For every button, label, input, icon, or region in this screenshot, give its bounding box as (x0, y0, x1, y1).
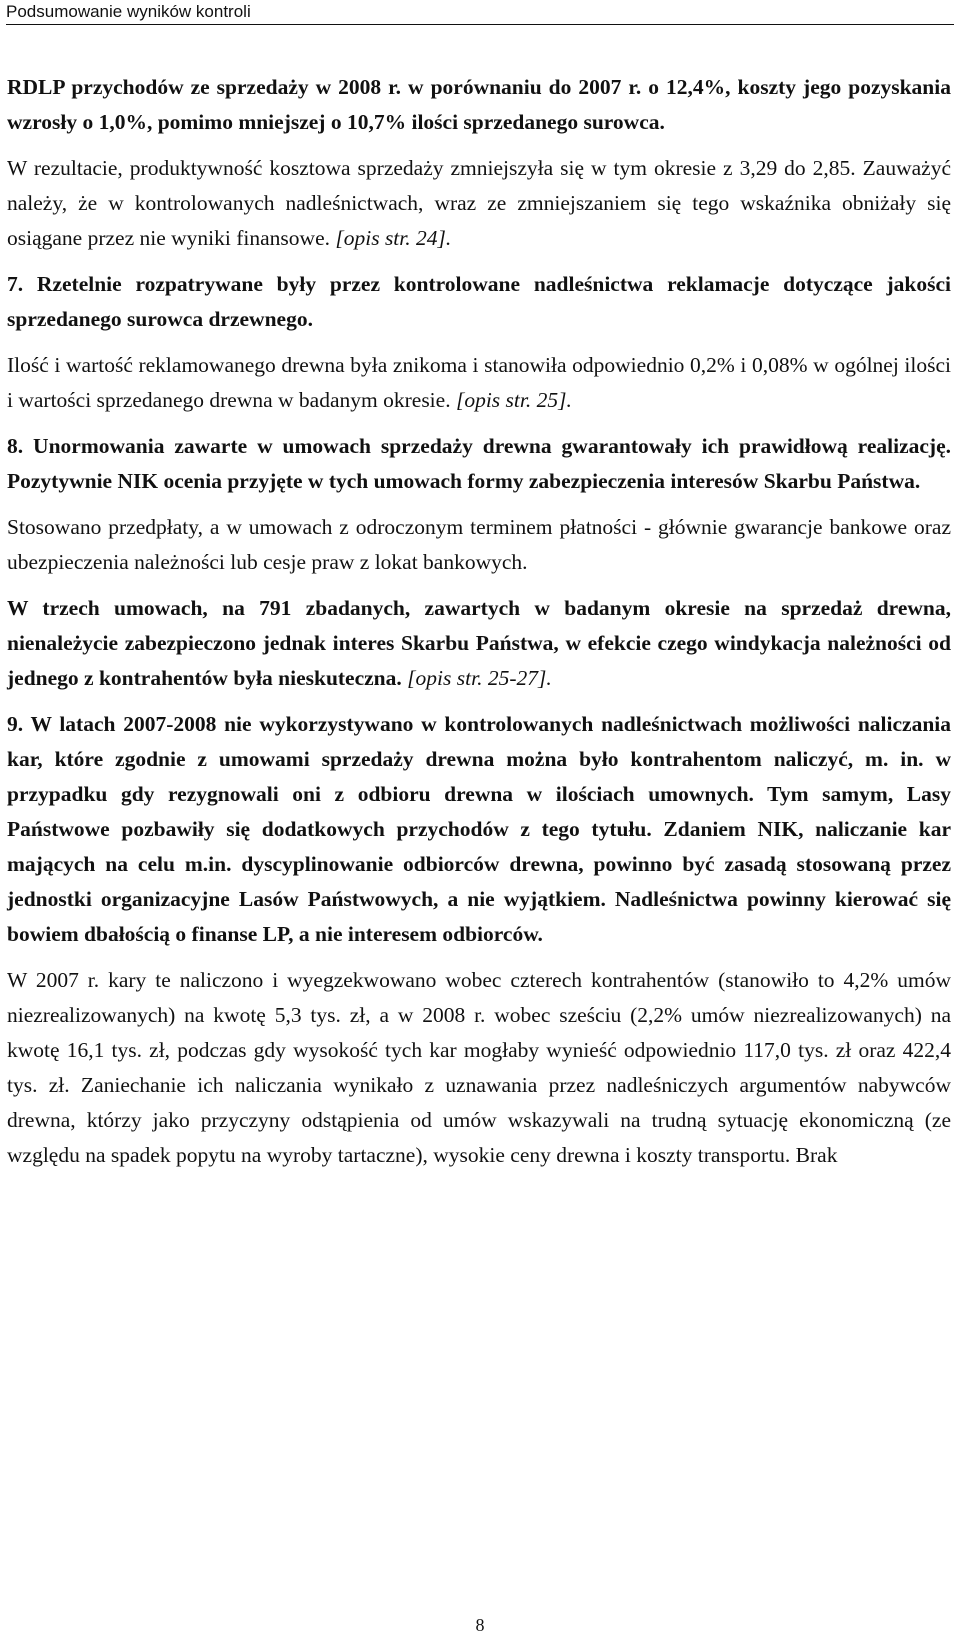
paragraph-text: W rezultacie, produktywność kosztowa sprzedaży zmniejszyła się w tym okresie z 3,29 do 2,85. Zauważyć należy, że w kontrolowanych nadleśnictwach, wraz ze zmniejszaniem się tego wskaźnika obniżały się osiągane przez nie wyniki finansowe. (7, 156, 951, 250)
reference-note: [opis str. 25]. (455, 388, 572, 412)
paragraph-complaints (7, 348, 951, 418)
paragraph-prepayments: Stosowano przedpłaty, a w umowach z odroczonym terminem płatności - głównie gwarancje bankowe oraz ubezpieczenia należności lub cesje praw z lokat bankowych. (7, 515, 951, 574)
page-number: 8 (475, 1615, 485, 1635)
paragraph-text: Ilość i wartość reklamowanego drewna była znikoma i stanowiła odpowiednio 0,2% i 0,08% w ogólnej ilości i wartości sprzedanego drewna w badanym okresie. (7, 353, 951, 412)
paragraph-penalties: W 2007 r. kary te naliczono i wyegzekwowano wobec czterech kontrahentów (stanowiło to 4,2% umów niezrealizowanych) na kwotę 5,3 tys. zł, a w 2008 r. wobec sześciu (2,2% umów niezrealizowanych) na kwotę 16,1 tys. zł, podczas gdy wysokość tych kar mogłaby wynieść odpowiednio 117,0 tys. zł oraz 422,4 tys. zł. Zaniechanie ich naliczania wynikało z uznawania przez nadleśniczych argumentów nabywców drewna, którzy jako przyczyny odstąpienia od umów wskazywali na trudną sytuację ekonomiczną (ze względu na spadek popytu na wyroby tartaczne), wysokie ceny drewna i koszty transportu. Brak (7, 968, 951, 1167)
paragraph-contracts (7, 591, 951, 696)
finding-8-heading: 8. Unormowania zawarte w umowach sprzedaży drewna gwarantowały ich prawidłową realizację. Pozytywnie NIK ocenia przyjęte w tych umowach formy zabezpieczenia interesów Skarbu Państwa. (7, 434, 951, 493)
reference-note: [opis str. 24]. (335, 226, 452, 250)
running-header: Podsumowanie wyników kontroli (6, 1, 954, 25)
document-body (7, 70, 951, 1184)
reference-note: [opis str. 25-27]. (407, 666, 552, 690)
finding-9-heading: 9. W latach 2007-2008 nie wykorzystywano w kontrolowanych nadleśnictwach możliwości naliczania kar, które zgodnie z umowami sprzedaży drewna można było kontrahentom naliczyć, m. in. w przypadku gdy rezygnowali oni z odbioru drewna w ilościach umownych. Tym samym, Lasy Państwowe pozbawiły się dodatkowych przychodów z tego tytułu. Zdaniem NIK, naliczanie kar mających na celu m.in. dyscyplinowanie odbiorców drewna, powinno być zasadą stosowaną przez jednostki organizacyjne Lasów Państwowych, a nie wyjątkiem. Nadleśnictwa powinny kierować się bowiem dbałością o finanse LP, a nie interesem odbiorców. (7, 712, 951, 946)
paragraph-rdlp-revenue: RDLP przychodów ze sprzedaży w 2008 r. w porównaniu do 2007 r. o 12,4%, koszty jego pozyskania wzrosły o 1,0%, pomimo mniejszej o 10,7% ilości sprzedanego surowca. (7, 75, 951, 134)
paragraph-cost-productivity (7, 151, 951, 256)
paragraph-text: W trzech umowach, na 791 zbadanych, zawartych w badanym okresie na sprzedaż drewna, nienależycie zabezpieczono jednak interes Skarbu Państwa, w efekcie czego windykacja należności od jednego z kontrahentów była nieskuteczna. (7, 596, 951, 690)
finding-7-heading: 7. Rzetelnie rozpatrywane były przez kontrolowane nadleśnictwa reklamacje dotyczące jakości sprzedanego surowca drzewnego. (7, 272, 951, 331)
